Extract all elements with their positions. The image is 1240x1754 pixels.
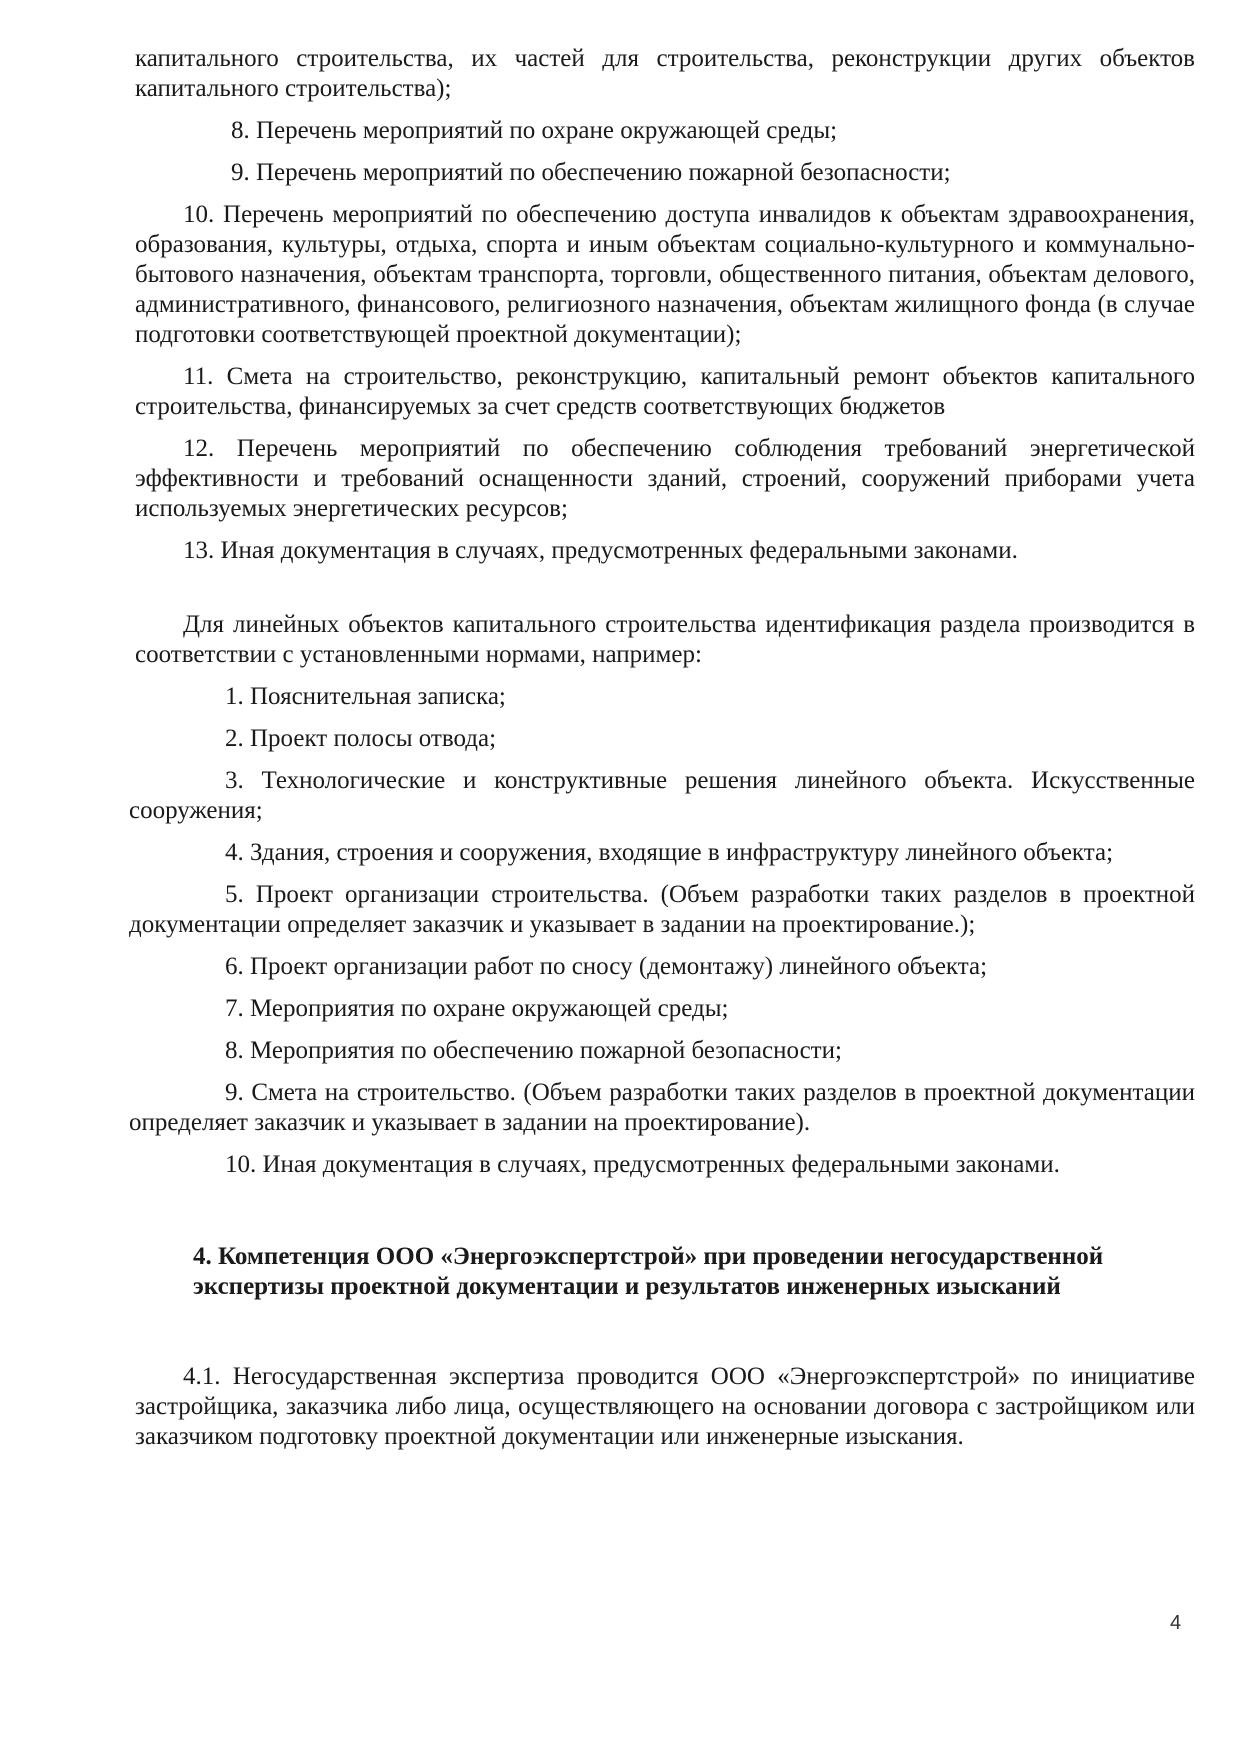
- list-item-text: Пояснительная записка;: [250, 683, 506, 710]
- list-item: [129, 682, 1195, 712]
- list-item: [135, 116, 1195, 146]
- list-item-text: Мероприятия по обеспечению пожарной безопасности;: [250, 1037, 842, 1064]
- list-item: [135, 536, 1195, 566]
- list-item-number: 2.: [225, 725, 244, 752]
- list-item-text: Перечень мероприятий по обеспечению соблюдения требований энергетической эффективности и требований оснащенности зданий, строений, сооружений приборами учета используемых энергетических ресурсов;: [135, 435, 1196, 522]
- list-item-text: Проект полосы отвода;: [250, 725, 497, 752]
- list-item-text: Мероприятия по охране окружающей среды;: [250, 995, 729, 1022]
- list-item-text: Здания, строения и сооружения, входящие в инфраструктуру линейного объекта;: [250, 839, 1114, 866]
- linear-objects-intro: Для линейных объектов капитального строительства идентификация раздела производится в соответствии с установленными нормами, например:: [135, 611, 1195, 668]
- list-item-number: 7.: [225, 995, 244, 1022]
- list-item-number: 1.: [225, 683, 244, 710]
- list-item: [129, 838, 1195, 868]
- list-item-number: 12.: [183, 435, 215, 462]
- list-item: [135, 362, 1195, 422]
- list-item-text: Смета на строительство, реконструкцию, капитальный ремонт объектов капитального строительства, финансируемых за счет средств соответствующих бюджетов: [135, 363, 1196, 420]
- list-item-number: 11.: [183, 363, 214, 390]
- list-item-text: Иная документация в случаях, предусмотренных федеральными законами.: [220, 537, 1018, 564]
- list-item: [129, 880, 1195, 940]
- page-number: 4: [1170, 1612, 1182, 1634]
- list-item-number: 4.: [225, 839, 244, 866]
- list-item-number: 8.: [225, 1037, 244, 1064]
- list-item: [135, 158, 1195, 188]
- list-item-number: 9.: [225, 1079, 244, 1106]
- list-item-text: Перечень мероприятий по обеспечению пожарной безопасности;: [256, 159, 951, 186]
- clause-paragraph: 4.1. Негосударственная экспертиза проводится ООО «Энергоэкспертстрой» по инициативе застройщика, заказчика либо лица, осуществляющего на основании договора с застройщиком или заказчиком подготовку проектной документации или инженерные изыскания.: [135, 1363, 1195, 1450]
- list-item: [129, 994, 1195, 1024]
- list-item-text: Смета на строительство. (Объем разработки таких разделов в проектной документации определяет заказчик и указывает в задании на проектирование).: [129, 1079, 1195, 1136]
- list-item-number: 9.: [231, 159, 250, 186]
- list-item-number: 8.: [231, 117, 250, 144]
- list-item-number: 10.: [225, 1151, 257, 1178]
- page-body: [129, 44, 1196, 1452]
- list-item-number: 6.: [225, 953, 244, 980]
- list-item-text: Перечень мероприятий по охране окружающей среды;: [256, 117, 838, 144]
- section-heading: 4. Компетенция ООО «Энергоэкспертстрой» при проведении негосударственной экспертизы проектной документации и результатов инженерных изысканий: [193, 1243, 1104, 1300]
- list-item-text: Технологические и конструктивные решения линейного объекта. Искусственные сооружения;: [129, 767, 1196, 824]
- list-item: [129, 724, 1195, 754]
- list-item: [135, 200, 1195, 350]
- list-item-number: 10.: [183, 201, 215, 228]
- list-item-number: 13.: [183, 537, 215, 564]
- list-item: [135, 434, 1195, 524]
- list-item: [129, 766, 1195, 826]
- list-item-number: 5.: [225, 881, 244, 908]
- section-documentation-list: [135, 116, 1195, 566]
- list-item-text: Проект организации строительства. (Объем разработки таких разделов в проектной документации определяет заказчик и указывает в задании на проектирование.);: [129, 881, 1196, 938]
- linear-objects-list: [129, 682, 1195, 1180]
- continuation-paragraph: капитального строительства, их частей для строительства, реконструкции других объектов капитального строительства);: [135, 45, 1195, 102]
- list-item-number: 3.: [225, 767, 244, 794]
- list-item: [129, 1150, 1195, 1180]
- list-item-text: Иная документация в случаях, предусмотренных федеральными законами.: [262, 1151, 1060, 1178]
- list-item: [129, 1036, 1195, 1066]
- list-item-text: Проект организации работ по сносу (демонтажу) линейного объекта;: [250, 953, 988, 980]
- list-item-text: Перечень мероприятий по обеспечению доступа инвалидов к объектам здравоохранения, образования, культуры, отдыха, спорта и иным объектам социально-культурного и коммунально-бытового назначения, объектам транспорта, торговли, общественного питания, объектам делового, административного, финансового, религиозного назначения, объектам жилищного фонда (в случае подготовки соответствующей проектной документации);: [135, 201, 1196, 348]
- list-item: [129, 952, 1195, 982]
- list-item: [129, 1078, 1195, 1138]
